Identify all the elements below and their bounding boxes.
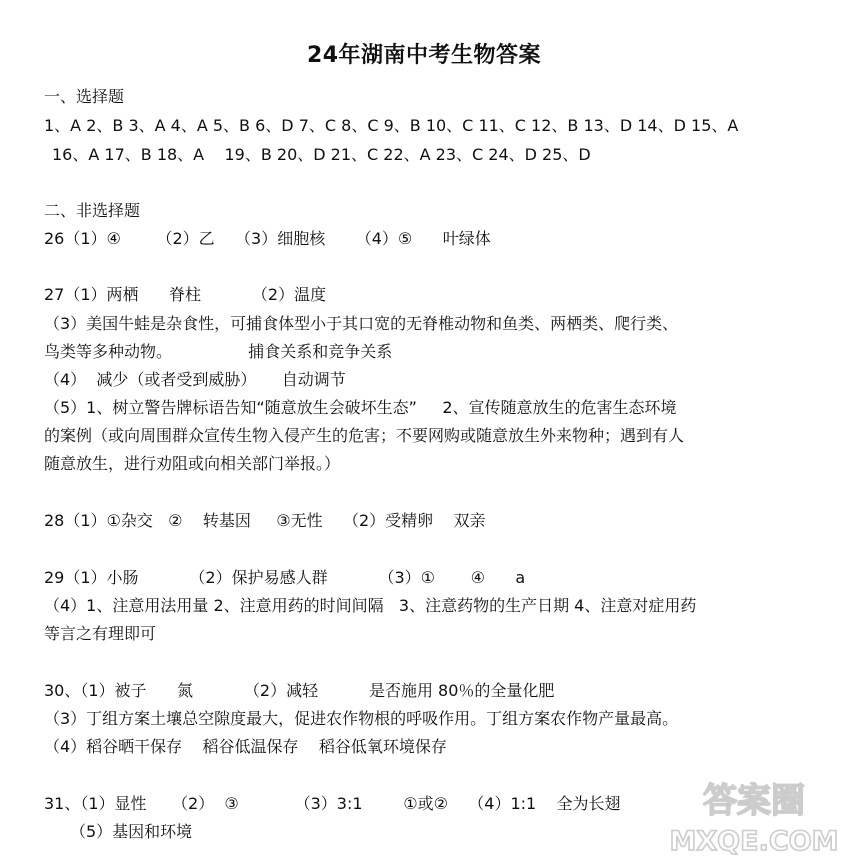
choice-answers-line-2: 16、A 17、B 18、A 19、B 20、D 21、C 22、A 23、C 24、D 25、D — [52, 145, 591, 164]
answer-27-line-1: 27（1）两栖 脊柱 （2）温度 — [44, 285, 327, 304]
answer-26: 26（1）④ （2）乙 （3）细胞核 （4）⑤ 叶绿体 — [44, 229, 491, 248]
answer-30-line-1: 30、（1）被子 氮 （2）减轻 是否施用 80％的全量化肥 — [44, 681, 555, 700]
answer-30-line-3: （4）稻谷晒干保存 稻谷低温保存 稻谷低氧环境保存 — [44, 737, 447, 756]
answer-27-line-4: （4） 减少（或者受到威胁） 自动调节 — [44, 370, 346, 389]
answer-29-line-3: 等言之有理即可 — [44, 624, 157, 643]
answer-27-line-2: （3）美国牛蛙是杂食性，可捕食体型小于其口宽的无脊椎动物和鱼类、两栖类、爬行类、 — [44, 314, 679, 333]
answer-30-line-2: （3）丁组方案土壤总空隙度最大，促进农作物根的呼吸作用。丁组方案农作物产量最高。 — [44, 709, 679, 728]
answer-29-line-1: 29（1）小肠 （2）保护易感人群 （3）① ④ a — [44, 568, 526, 587]
answer-28: 28（1）①杂交 ② 转基因 ③无性 （2）受精卵 双亲 — [44, 511, 486, 530]
answer-27-line-7: 随意放生，进行劝阻或向相关部门举报。） — [44, 454, 341, 473]
answer-31-line-1: 31、（1）显性 （2） ③ （3）3:1 ①或② （4）1:1 全为长翅 — [44, 794, 621, 813]
watermark-logo — [668, 772, 840, 858]
answer-29-line-2: （4）1、注意用法用量 2、注意用药的时间间隔 3、注意药物的生产日期 4、注意对症用药 — [44, 596, 697, 615]
watermark-bottom-text: MXQE.COM — [669, 826, 839, 857]
answer-27-line-6: 的案例（或向周围群众宣传生物入侵产生的危害；不要网购或随意放生外来物种；遇到有人 — [44, 426, 685, 445]
choice-answers-line-1: 1、A 2、B 3、A 4、A 5、B 6、D 7、C 8、C 9、B 10、C 11、C 12、B 13、D 14、D 15、A — [44, 116, 739, 135]
watermark-top-text: 答案圈 — [703, 781, 805, 821]
section-heading-nonchoice: 二、非选择题 — [44, 201, 141, 220]
section-heading-choice: 一、选择题 — [44, 87, 125, 106]
answer-31-line-2: （5）基因和环境 — [70, 822, 193, 841]
answer-27-line-5: （5）1、树立警告牌标语告知“随意放生会破坏生态” 2、宣传随意放生的危害生态环境 — [44, 398, 677, 417]
answer-27-line-3: 鸟类等多种动物。 捕食关系和竞争关系 — [44, 342, 393, 361]
page-title: 24年湖南中考生物答案 — [306, 43, 542, 68]
